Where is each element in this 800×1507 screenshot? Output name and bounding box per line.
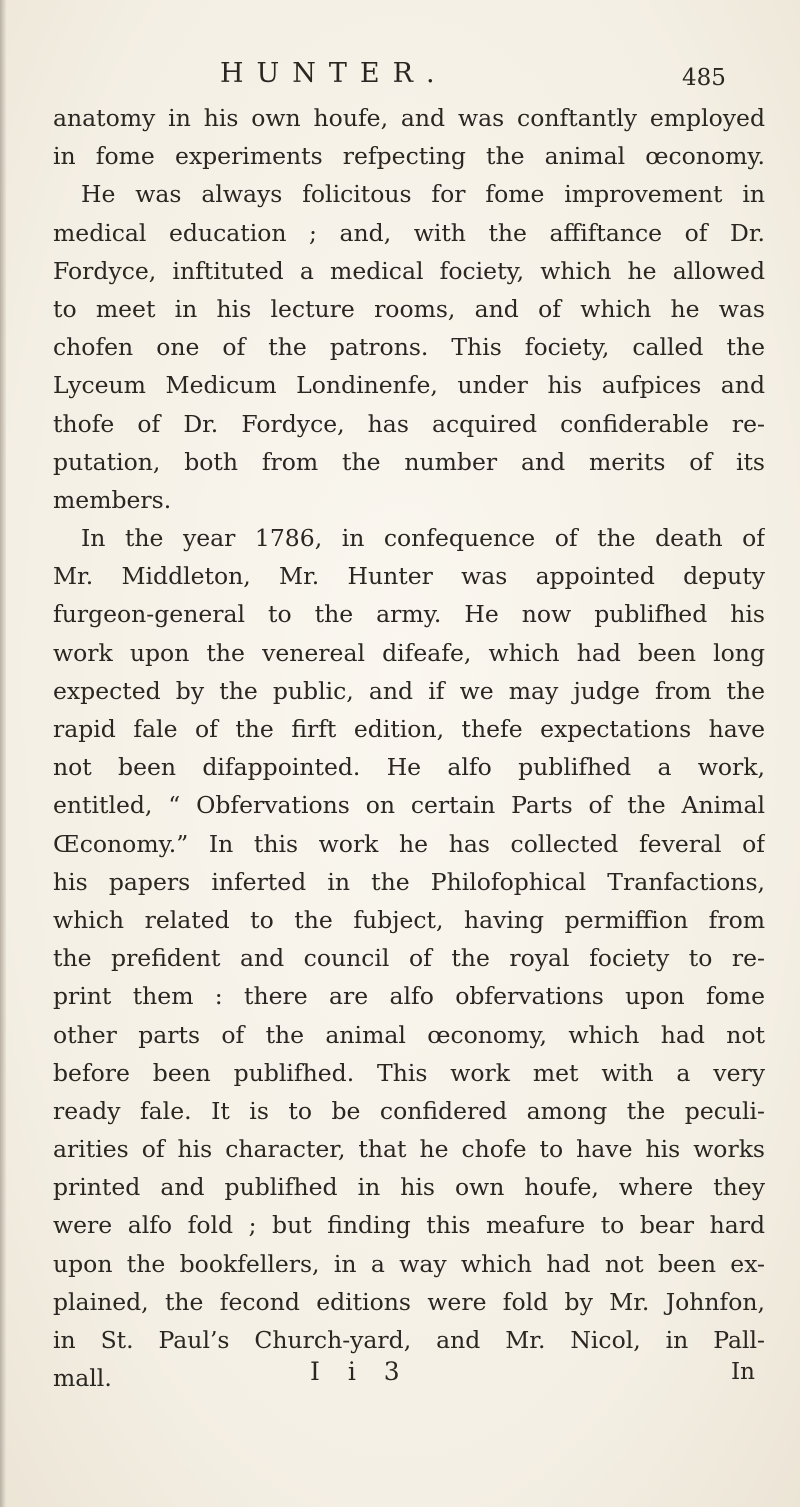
text-line: medical education ; and, with the affiftance of Dr. [53, 218, 765, 247]
text-line: not been difappointed. He alfo publifhed a work, [53, 753, 765, 782]
text-line: to meet in his lecture rooms, and of which he was [53, 294, 765, 323]
text-line: Fordyce, inftituted a medical fociety, which he allowed [53, 256, 765, 285]
page-gutter-shadow [0, 0, 6, 1507]
text-line: furgeon-general to the army. He now publifhed his [53, 600, 765, 629]
text-line: his papers inferted in the Philofophical Tranfactions, [53, 867, 765, 896]
text-line: chofen one of the patrons. This fociety, called the [53, 333, 765, 362]
text-line: Lyceum Medicum Londinenfe, under his aufpices and [53, 371, 765, 400]
signature-mark: I i 3 [310, 1357, 410, 1386]
text-line: print them : there are alfo obfervations upon fome [53, 982, 765, 1011]
text-line: plained, the fecond editions were fold by Mr. Johnfon, [53, 1287, 765, 1316]
text-line: rapid fale of the firft edition, thefe expectations have [53, 715, 765, 743]
text-line: the prefident and council of the royal fociety to re- [53, 944, 765, 973]
text-line: thofe of Dr. Fordyce, has acquired confiderable re- [53, 409, 765, 438]
text-line: which related to the fubject, having permiffion from [53, 905, 765, 934]
text-line: printed and publifhed in his own houfe, where they [53, 1173, 765, 1202]
text-line: in fome experiments refpecting the animal œconomy. [53, 142, 765, 171]
text-line: putation, both from the number and merits of its [53, 447, 765, 476]
text-line: Œconomy.” In this work he has collected feveral of [53, 829, 765, 858]
text-line: arities of his character, that he chofe to have his works [53, 1135, 765, 1164]
text-line: other parts of the animal œconomy, which had not [53, 1020, 765, 1049]
text-line: In the year 1786, in confequence of the death of [81, 524, 765, 553]
text-line: mall. [53, 1364, 112, 1393]
catchword: In [731, 1359, 755, 1385]
text-line: anatomy in his own houfe, and was conftantly employed [53, 104, 765, 132]
running-head [0, 54, 800, 94]
text-line: in St. Paul’s Church-yard, and Mr. Nicol, in Pall- [53, 1326, 765, 1354]
text-line: were alfo fold ; but finding this meafure to bear hard [53, 1211, 765, 1240]
page-footer [0, 1352, 800, 1392]
text-line: He was always folicitous for fome improvement in [81, 180, 765, 209]
text-line: Mr. Middleton, Mr. Hunter was appointed deputy [53, 562, 765, 591]
text-line: work upon the venereal difeafe, which had been long [53, 638, 765, 667]
text-line: before been publifhed. This work met with a very [53, 1058, 765, 1087]
body-text [53, 99, 765, 1397]
page-number: 485 [682, 65, 726, 91]
text-line: members. [53, 485, 172, 514]
text-line: entitled, “ Obfervations on certain Parts of the Animal [53, 791, 765, 820]
text-line: ready fale. It is to be confidered among the peculi- [53, 1096, 765, 1125]
text-line: expected by the public, and if we may judge from the [53, 676, 765, 705]
running-title: HUNTER. [220, 58, 448, 89]
text-line: upon the bookfellers, in a way which had not been ex- [53, 1249, 765, 1278]
